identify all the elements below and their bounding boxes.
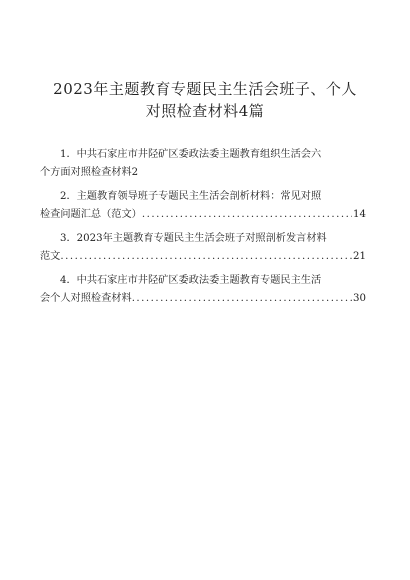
toc-entry-text: 3．2023年主题教育专题民主生活会班子对照剖析发言材料: [60, 233, 327, 244]
toc-page-number: 30: [353, 293, 366, 304]
toc-entry-text: 范文: [40, 251, 61, 262]
toc-entry-text: 会个人对照检查材料: [40, 293, 132, 304]
toc-entry-3[interactable]: [40, 230, 366, 266]
toc-entry-text: 检查问题汇总（范文）: [40, 209, 142, 220]
toc-entry-text: 1．中共石家庄市井陉矿区委政法委主题教育组织生活会六: [60, 149, 322, 160]
toc-entry-text: 4．中共石家庄市井陉矿区委政法委主题教育专题民主生活: [60, 275, 322, 286]
toc-entry-continuation: [40, 290, 366, 308]
toc-entry-continuation: [40, 164, 366, 182]
toc-entry-text: 个方面对照检查材料2: [40, 167, 139, 178]
toc-dot-leader: [60, 248, 352, 266]
toc-entry-1[interactable]: [40, 146, 366, 182]
table-of-contents: [40, 146, 366, 314]
title-line-1: 2023年主题教育专题民主生活会班子、个人: [53, 80, 357, 98]
toc-entry-continuation: [40, 248, 366, 266]
toc-entry-2[interactable]: [40, 188, 366, 224]
toc-entry-4[interactable]: [40, 272, 366, 308]
toc-page-number: 14: [353, 209, 366, 220]
toc-dot-leader: [142, 206, 352, 224]
toc-entry-text: 2．主题教育领导班子专题民主生活会剖析材料：常见对照: [60, 191, 322, 202]
title-line-2: 对照检查材料4篇: [145, 102, 265, 120]
document-title: [40, 78, 370, 122]
toc-entry-continuation: [40, 206, 366, 224]
toc-page-number: 21: [353, 251, 366, 262]
toc-dot-leader: [132, 290, 352, 308]
